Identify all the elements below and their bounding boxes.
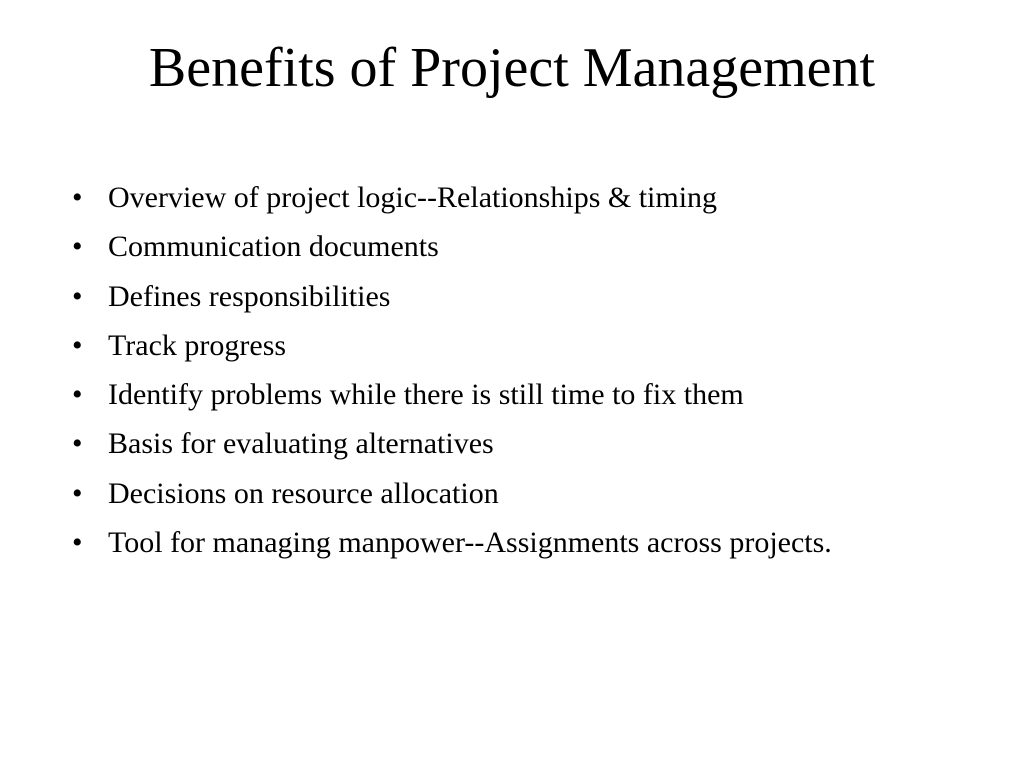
bullet-item <box>72 472 992 521</box>
bullet-item <box>72 275 992 324</box>
bullet-text: Identify problems while there is still time to fix them <box>108 378 744 412</box>
slide-title: Benefits of Project Management <box>148 37 876 99</box>
bullet-item <box>72 373 992 422</box>
bullet-icon: • <box>72 230 83 264</box>
bullet-text: Decisions on resource allocation <box>108 476 499 510</box>
bullet-icon: • <box>72 378 83 412</box>
bullet-text: Track progress <box>108 328 287 362</box>
bullet-icon: • <box>72 476 83 510</box>
bullet-text: Overview of project logic--Relationships & timing <box>108 181 718 214</box>
bullet-item <box>72 176 992 225</box>
bullet-text: Tool for managing manpower--Assignments across projects. <box>108 526 832 560</box>
bullet-icon: • <box>72 526 83 560</box>
bullet-text: Communication documents <box>108 230 439 264</box>
bullet-item <box>72 225 992 274</box>
bullet-icon: • <box>72 328 83 362</box>
bullet-item <box>72 324 992 373</box>
bullet-icon: • <box>72 427 83 461</box>
bullet-icon: • <box>72 279 83 313</box>
bullet-text: Basis for evaluating alternatives <box>108 427 494 461</box>
bullet-item <box>72 422 992 471</box>
bullet-text: Defines responsibilities <box>108 279 391 313</box>
bullet-item <box>72 521 992 570</box>
bullet-icon: • <box>72 181 83 214</box>
bullet-list <box>72 176 992 570</box>
